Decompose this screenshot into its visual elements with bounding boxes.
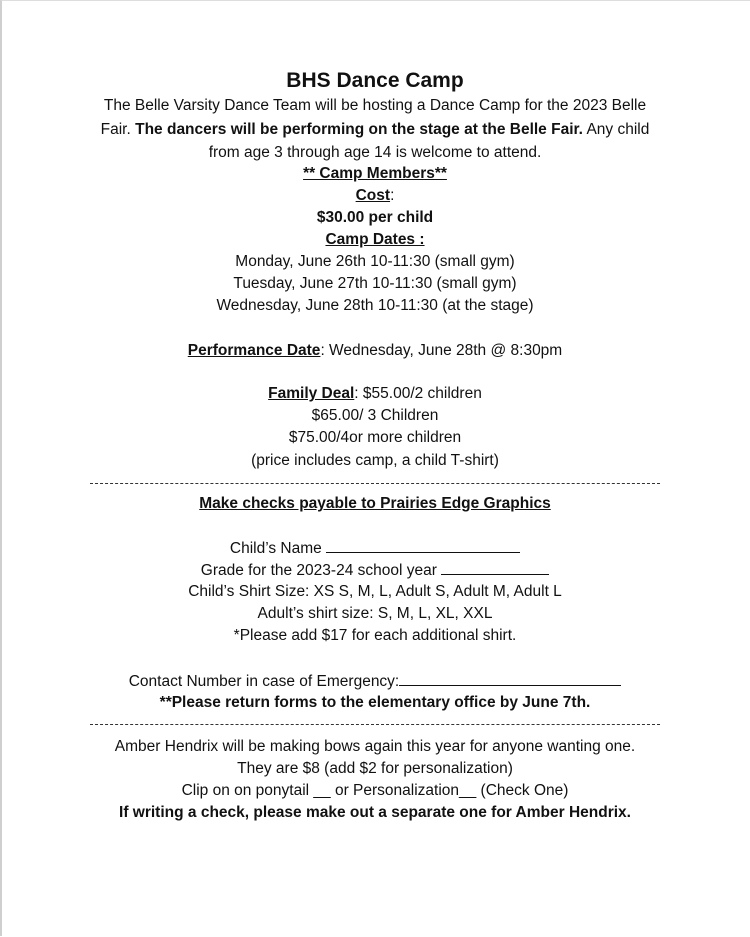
intro-bold-text: The dancers will be performing on the stage at the Belle Fair. (135, 121, 583, 138)
grade-row (0, 560, 750, 581)
return-forms-note: **Please return forms to the elementary office by June 7th. (159, 694, 591, 711)
bows-line-3: Clip on on ponytail __ or Personalization__ (Check One) (181, 782, 569, 799)
grade-label: Grade for the 2023-24 school year (200, 562, 437, 579)
bows-line-1: Amber Hendrix will be making bows again this year for anyone wanting one. (114, 738, 636, 755)
grade-field[interactable] (441, 560, 549, 575)
cost-colon: : (390, 187, 395, 204)
divider-2 (90, 724, 660, 725)
checks-payable: Make checks payable to Prairies Edge Graphics (199, 495, 551, 512)
emergency-label: Contact Number in case of Emergency: (128, 673, 400, 690)
family-deal-line-2: $65.00/ 3 Children (311, 407, 439, 424)
intro-line-2 (0, 120, 750, 140)
child-name-field[interactable] (326, 538, 520, 553)
camp-date-2: Tuesday, June 27th 10-11:30 (small gym) (233, 275, 517, 292)
cost-label: Cost (355, 187, 391, 204)
performance-value: : Wednesday, June 28th @ 8:30pm (320, 342, 563, 359)
cost-value: $30.00 per child (316, 209, 434, 226)
performance-label: Performance Date (187, 342, 321, 359)
intro-any-child-text: Any child (586, 121, 650, 138)
bows-check-note: If writing a check, please make out a separate one for Amber Hendrix. (119, 804, 631, 821)
family-deal-first: : $55.00/2 children (354, 385, 482, 402)
intro-line-3: from age 3 through age 14 is welcome to attend. (208, 144, 542, 161)
additional-shirt-note: *Please add $17 for each additional shirt. (233, 627, 517, 644)
child-shirt-size: Child’s Shirt Size: XS S, M, L, Adult S, Adult M, Adult L (188, 583, 562, 600)
family-deal-label: Family Deal (268, 385, 355, 402)
family-deal-line-1 (0, 384, 750, 404)
camp-date-3: Wednesday, June 28th 10-11:30 (at the stage) (216, 297, 534, 314)
child-name-row (0, 538, 750, 559)
cost-heading (0, 186, 750, 206)
performance-date (0, 341, 750, 361)
divider-1 (90, 483, 660, 484)
child-name-label: Child’s Name (229, 540, 322, 557)
intro-fair-text: Fair. (100, 121, 131, 138)
intro-line-1: The Belle Varsity Dance Team will be hosting a Dance Camp for the 2023 Belle (103, 97, 647, 114)
family-deal-line-3: $75.00/4or more children (288, 429, 462, 446)
emergency-row (0, 671, 750, 692)
emergency-field[interactable] (399, 671, 621, 686)
family-deal-line-4: (price includes camp, a child T-shirt) (251, 452, 499, 469)
adult-shirt-size: Adult’s shirt size: S, M, L, XL, XXL (257, 605, 493, 622)
camp-date-1: Monday, June 26th 10-11:30 (small gym) (235, 253, 515, 270)
flyer-title: BHS Dance Camp (286, 69, 464, 92)
camp-dates-heading: Camp Dates : (325, 231, 425, 248)
camp-members-heading: ** Camp Members** (303, 165, 447, 182)
bows-line-2: They are $8 (add $2 for personalization) (237, 760, 513, 777)
